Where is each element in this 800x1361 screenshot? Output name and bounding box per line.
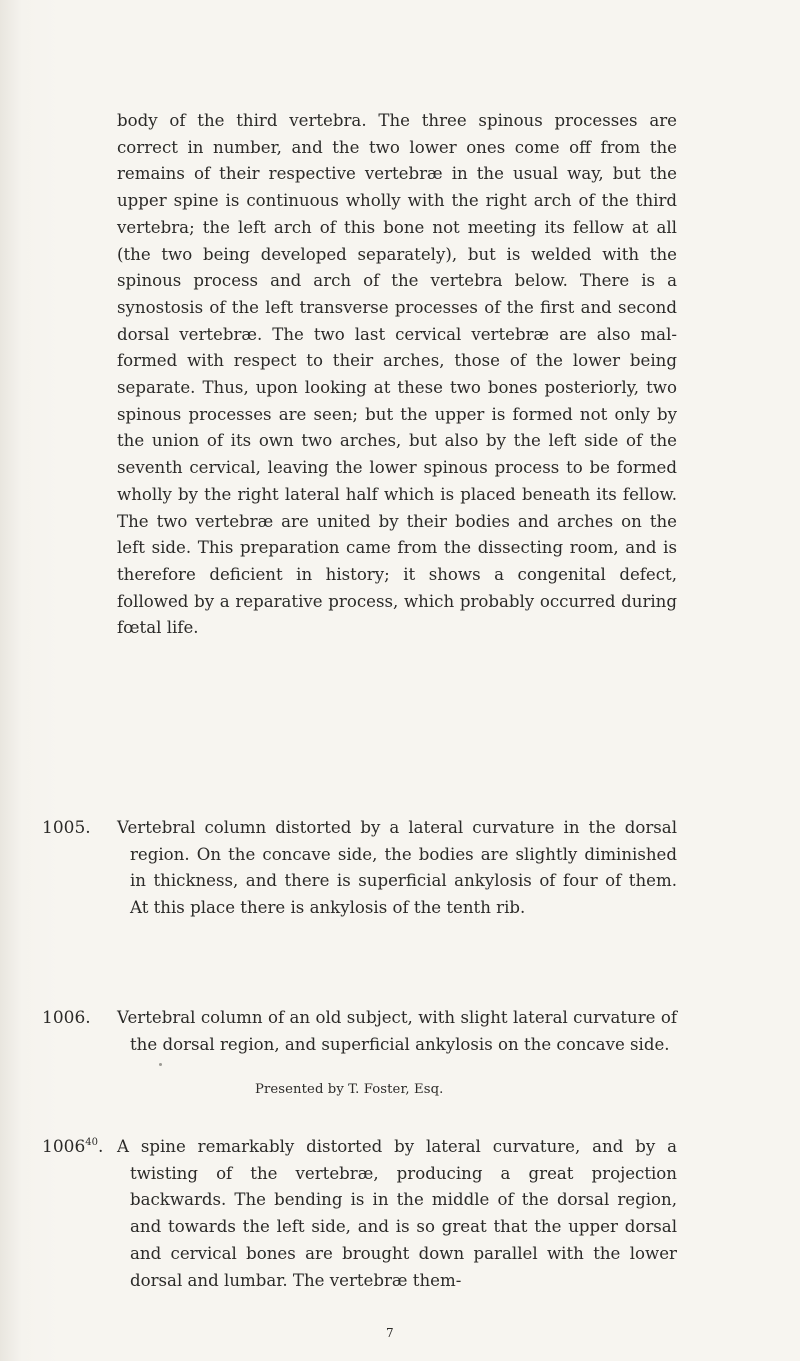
print-speck [159, 1063, 162, 1066]
entry-number [42, 1134, 103, 1161]
page-number: 7 [386, 1326, 394, 1340]
entry-1006 [42, 1005, 677, 1058]
intro-paragraph: body of the third vertebra. The three spinous processes are correct in number, and the two lower ones come off from the remains of their respective vertebræ in the usual way, but the upper spine is continuous wholly with the right arch of the third vertebra; the left arch of this bone not meeting its fellow at all (the two being developed separately), but is welded with the spinous process and arch of the vertebra below. There is a synostosis of the left transverse processes of the first and second dorsal vertebræ. The two last cervical vertebræ are also mal-formed with respect to their arches, those of the lower being separate. Thus, upon looking at these two bones posteriorly, two spinous processes are seen; but the upper is formed not only by the union of its own two arches, but also by the left side of the seventh cervical, leaving the lower spinous process to be formed wholly by the right lateral half which is placed beneath its fellow. The two vertebræ are united by their bodies and arches on the left side. This preparation came from the dissecting room, and is therefore deficient in history; it shows a congenital defect, followed by a reparative process, which probably occurred during fœtal life. [117, 111, 677, 638]
entry-text: Vertebral column distorted by a lateral curvature in the dorsal region. On the concave side, the bodies are slightly diminished in thickness, and there is superficial ankylosis of four of them. At this place there is ankylosis of the tenth rib. [117, 818, 677, 918]
entry-number-superscript: 40 [85, 1137, 98, 1148]
entry-text: A spine remarkably distorted by lateral curvature, and by a twisting of the vertebræ, producing a great projection backwards. The bending is in the middle of the dorsal region, and towards the left side, and is so great that the upper dorsal and cervical bones are brought down parallel with the lower dorsal and lumbar. The vertebræ them- [117, 1137, 677, 1290]
entry-1006-40 [42, 1134, 677, 1294]
presented-by-note: Presented by T. Foster, Esq. [255, 1082, 444, 1097]
entry-number: 1005. [42, 818, 91, 838]
entry-text: Vertebral column of an old subject, with slight lateral curvature of the dorsal region, and superficial ankylosis on the concave side. [117, 1008, 677, 1054]
entry-number-main: 1006 [42, 1137, 86, 1157]
entry-number: 1006. [42, 1008, 91, 1028]
entry-number-suffix: . [98, 1137, 104, 1157]
entry-1005 [42, 815, 677, 922]
